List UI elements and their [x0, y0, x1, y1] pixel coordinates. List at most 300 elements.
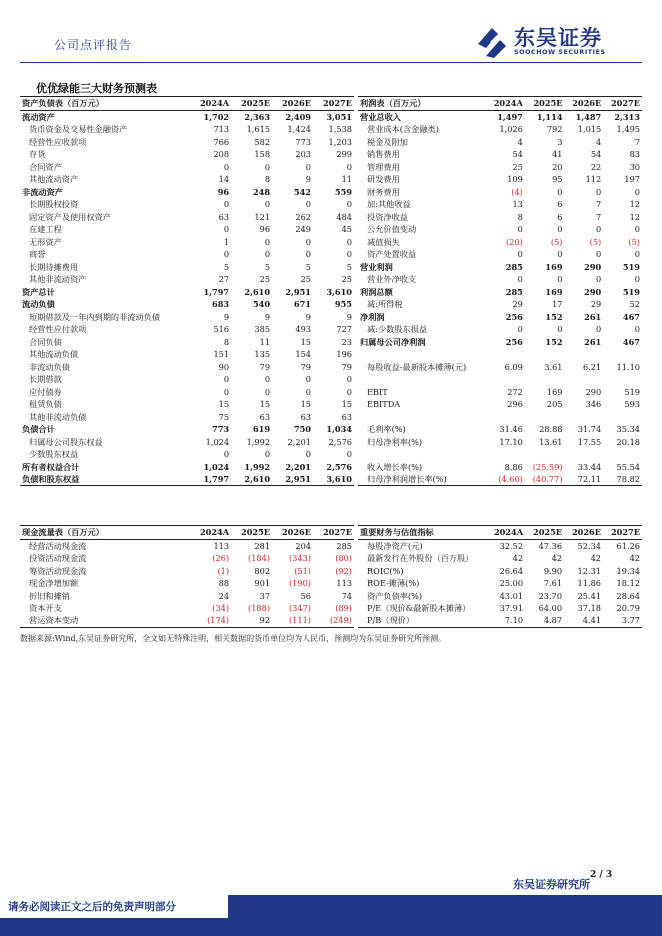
cell-value: 0	[517, 224, 523, 235]
cell-value: 0	[346, 249, 352, 260]
cell-value: 63	[341, 411, 352, 422]
table-row	[358, 423, 642, 436]
table-title: 资产负债表（百万元）	[20, 97, 190, 111]
row-label: ROIC(%)	[367, 565, 404, 576]
cell-value: 4	[596, 136, 602, 147]
table-row	[358, 361, 642, 374]
cell-value: 3.77	[603, 615, 642, 628]
table-row	[20, 411, 354, 424]
table-row	[20, 211, 354, 224]
table-row	[358, 448, 642, 461]
cell-value: 9	[264, 311, 271, 322]
cell-value: 290	[585, 386, 602, 397]
cell-value: 2,313	[614, 111, 640, 122]
cell-value: 22	[590, 161, 602, 172]
row-label: 经营性应收款项	[29, 136, 87, 147]
cell-value: 75	[218, 411, 230, 422]
row-label: 净利润	[360, 311, 385, 322]
cell-value: 151	[213, 349, 230, 360]
section-title: 优优绿能三大财务预测表	[36, 82, 157, 95]
row-label: 营运资本变动	[20, 615, 190, 628]
cell-value	[486, 411, 525, 424]
cell-value: 5	[264, 261, 271, 272]
cell-value: 0	[346, 236, 352, 247]
cell-value: 0	[517, 324, 523, 335]
cell-value: 208	[213, 149, 230, 160]
cell-value: 15	[341, 399, 352, 410]
table-row	[358, 565, 642, 578]
row-label: 最新发行在外股份（百万股）	[367, 553, 474, 564]
cell-value: 0	[223, 199, 230, 210]
row-label: 负债合计	[22, 424, 55, 435]
cell-value: 31.74	[577, 424, 602, 435]
cell-value: 9	[305, 174, 311, 185]
cell-value: 272	[507, 386, 523, 397]
table-row	[358, 123, 642, 136]
cell-value: 8	[264, 174, 271, 185]
table-row	[20, 565, 354, 578]
table-row	[20, 298, 354, 311]
table-row	[358, 373, 642, 386]
cell-value: 0	[596, 249, 602, 260]
table-row	[358, 411, 642, 424]
table-row	[20, 602, 354, 615]
cell-value: 79	[259, 361, 271, 372]
cell-value: 0	[305, 449, 311, 460]
cell-value	[565, 373, 604, 386]
cell-value: 1,538	[328, 124, 352, 135]
row-label: 其他非流动负债	[29, 411, 87, 422]
cell-value: 3	[557, 136, 563, 147]
cell-value: 0	[517, 274, 523, 285]
table-row	[20, 448, 354, 461]
cell-value: 1,702	[203, 111, 230, 122]
cell-value: (51)	[294, 565, 311, 576]
table-row	[20, 248, 354, 261]
table-row	[358, 248, 642, 261]
cell-value: 540	[252, 299, 271, 310]
row-label: 财务费用	[367, 186, 400, 197]
table-row	[358, 148, 642, 161]
cell-value: (92)	[335, 565, 352, 576]
cell-value: 109	[507, 174, 523, 185]
cell-value	[603, 448, 642, 461]
row-label: 其他流动负债	[29, 349, 79, 360]
row-label: 毛利率(%)	[367, 424, 406, 435]
row-label: 归母净利率(%)	[367, 436, 423, 447]
cell-value: (5)	[628, 236, 640, 247]
cell-value: 1,024	[205, 436, 230, 447]
row-label: 合同负债	[29, 336, 62, 347]
cell-value: 63	[259, 411, 271, 422]
table-row	[358, 602, 642, 615]
cell-value: 0	[305, 249, 311, 260]
cell-value: 2,409	[285, 111, 311, 122]
cell-value: 6	[557, 199, 563, 210]
cell-value: 11.86	[577, 578, 601, 589]
cell-value: 19.34	[616, 565, 640, 576]
table-row	[358, 198, 642, 211]
cell-value: 5	[346, 261, 352, 272]
table-row	[20, 398, 354, 411]
cell-value: 37	[259, 590, 271, 601]
row-label	[358, 373, 486, 386]
table-row	[20, 161, 354, 174]
cell-value: 18.12	[616, 578, 640, 589]
cell-value: 261	[584, 311, 602, 322]
cell-value: 20	[552, 161, 563, 172]
cell-value: 0	[596, 274, 602, 285]
row-label: P/E（现价&最新股本摊薄）	[367, 603, 471, 614]
cell-value: 0	[346, 161, 352, 172]
cell-value: 25.41	[577, 590, 601, 601]
cell-value: 6	[557, 211, 563, 222]
cell-value: 13	[512, 199, 523, 210]
row-label: 减值损失	[367, 236, 400, 247]
table-row	[20, 273, 354, 286]
cell-value: 203	[295, 149, 311, 160]
row-label: 流动负债	[22, 299, 55, 310]
logo-name-en: SOOCHOW SECURITIES	[514, 49, 606, 56]
table-row	[20, 540, 354, 553]
cell-value: 74	[341, 590, 352, 601]
cell-value: 1,797	[190, 473, 231, 486]
row-label: 利润总额	[360, 286, 393, 297]
cell-value: 5	[305, 261, 311, 272]
row-label: 在建工程	[29, 224, 62, 235]
cell-value: 519	[622, 261, 640, 272]
cell-value: 0	[346, 386, 352, 397]
cell-value	[525, 348, 565, 361]
cell-value: 296	[507, 399, 523, 410]
row-label: 现金净增加额	[29, 578, 79, 589]
row-label: 经营性应付款项	[29, 324, 87, 335]
table-row	[20, 261, 354, 274]
table-row	[358, 336, 642, 349]
cell-value: 56	[300, 590, 311, 601]
year-header: 2027E	[603, 526, 642, 540]
row-label	[358, 411, 486, 424]
cell-value: 516	[213, 324, 230, 335]
cell-value: 0	[557, 224, 563, 235]
cell-value: 79	[300, 361, 311, 372]
cell-value: 15	[259, 399, 271, 410]
cell-value: (26)	[212, 553, 230, 564]
row-label: 税金及附加	[367, 136, 408, 147]
row-label: 其他非流动资产	[29, 274, 87, 285]
cell-value: 7.10	[486, 615, 525, 628]
cell-value: 519	[624, 386, 640, 397]
cell-value: 92	[231, 615, 272, 628]
cell-value: 7	[634, 136, 640, 147]
cell-value: 20.18	[616, 436, 640, 447]
row-label: 无形资产	[29, 236, 62, 247]
cell-value: 28.64	[616, 590, 640, 601]
cell-value: 3,610	[326, 286, 352, 297]
cell-value: 0	[223, 224, 230, 235]
cell-value: 0	[264, 199, 271, 210]
cell-value: 1	[223, 236, 230, 247]
row-label: 折旧和摊销	[29, 590, 70, 601]
cell-value: (249)	[313, 615, 354, 628]
table-row	[20, 577, 354, 590]
row-label: 归母净利润增长率(%)	[358, 473, 486, 486]
page-number: 2 / 3	[590, 870, 613, 880]
cell-value: 6.21	[583, 361, 602, 372]
cell-value: (5)	[550, 236, 563, 247]
row-label: 长期待摊费用	[29, 261, 79, 272]
cell-value: 1,487	[575, 111, 602, 122]
logo-name-cn: 东吴证券	[514, 26, 602, 50]
cell-value: 9	[305, 311, 311, 322]
cell-value: 750	[293, 424, 311, 435]
cell-value: 11	[341, 174, 352, 185]
table-row	[358, 261, 642, 274]
cell-value: 7	[596, 199, 602, 210]
cell-value: 0	[346, 199, 352, 210]
table-row	[358, 186, 642, 199]
cell-value: 55.54	[616, 461, 640, 472]
table-row	[20, 373, 354, 386]
cell-value: 13.61	[539, 436, 563, 447]
cell-value: 7.61	[543, 578, 563, 589]
cell-value: 35.34	[616, 424, 640, 435]
cell-value: 47.36	[538, 540, 563, 551]
table-row	[20, 173, 354, 186]
cell-value: 152	[545, 311, 563, 322]
cell-value: 0	[557, 249, 563, 260]
cell-value: 582	[254, 136, 271, 147]
table-row	[358, 286, 642, 299]
cell-value: 0	[634, 186, 640, 197]
row-label: 公允价值变动	[367, 224, 417, 235]
table-row	[20, 615, 354, 628]
cell-value: 154	[295, 349, 311, 360]
table-header-row	[358, 97, 642, 111]
cell-value: (89)	[335, 603, 352, 614]
key-ratios-table	[358, 525, 642, 628]
cell-value: 0	[264, 386, 271, 397]
income-statement-table	[358, 96, 642, 486]
cell-value: 2,610	[244, 286, 271, 297]
year-header: 2024A	[486, 526, 525, 540]
year-header: 2026E	[272, 97, 313, 111]
row-label: 销售费用	[367, 149, 400, 160]
cell-value: 197	[624, 174, 640, 185]
cell-value: 9	[223, 311, 230, 322]
cell-value: 37.18	[577, 603, 601, 614]
cell-value: 0	[223, 386, 230, 397]
cell-value: 593	[624, 399, 640, 410]
table-row	[358, 311, 642, 324]
cell-value: 0	[557, 186, 563, 197]
cell-value: 0	[223, 249, 230, 260]
cell-value: 63	[300, 411, 311, 422]
table-row	[20, 473, 354, 486]
cell-value: 285	[505, 286, 523, 297]
table-row	[20, 111, 354, 124]
cell-value: (184)	[248, 553, 271, 564]
table-row	[20, 186, 354, 199]
cell-value: 28.88	[539, 424, 563, 435]
table-row	[20, 148, 354, 161]
cell-value: 113	[213, 540, 230, 551]
cell-value: 78.82	[603, 473, 642, 486]
cell-value: 1,424	[287, 124, 311, 135]
cell-value: (4.60)	[486, 473, 525, 486]
cell-value: 2,201	[285, 461, 311, 472]
year-header: 2024A	[486, 97, 525, 111]
cell-value: 2,576	[328, 436, 352, 447]
cell-value: 17.55	[577, 436, 602, 447]
cell-value: 0	[557, 324, 563, 335]
cell-value: 61.26	[616, 540, 640, 551]
cell-value: 0	[305, 374, 311, 385]
row-label: 资产总计	[22, 286, 55, 297]
cell-value	[565, 411, 604, 424]
row-label: 投资净收益	[367, 211, 408, 222]
table-row	[20, 236, 354, 249]
row-label: P/B（现价）	[358, 615, 486, 628]
cell-value: 27	[218, 274, 230, 285]
cell-value: 519	[622, 286, 640, 297]
table-row	[20, 436, 354, 449]
table-row	[20, 461, 354, 474]
cell-value: 1,015	[577, 124, 602, 135]
row-label: 筹资活动现金流	[29, 565, 87, 576]
row-label: 资产处置收益	[367, 249, 417, 260]
cell-value: 1,992	[246, 436, 271, 447]
cell-value: 281	[254, 540, 271, 551]
cell-value: 248	[252, 186, 271, 197]
row-label: 商誉	[29, 249, 46, 260]
cell-value: 8	[517, 211, 523, 222]
row-label: 短期借款及一年内到期的非流动负债	[29, 311, 161, 322]
cell-value: 619	[252, 424, 271, 435]
cell-value: 169	[546, 386, 563, 397]
table-header-row	[20, 97, 354, 111]
cell-value: 8.86	[504, 461, 523, 472]
cell-value: 4	[517, 136, 523, 147]
cell-value: 290	[584, 261, 602, 272]
cell-value: 5	[223, 261, 230, 272]
cell-value: 256	[505, 311, 523, 322]
row-label: 非流动资产	[22, 186, 63, 197]
cell-value: 12.31	[577, 565, 601, 576]
cell-value: 54	[590, 149, 602, 160]
year-header: 2027E	[313, 526, 354, 540]
table-row	[20, 361, 354, 374]
cell-value: 3.61	[544, 361, 563, 372]
cell-value: 0	[634, 274, 640, 285]
cell-value: 773	[212, 424, 230, 435]
cell-value: 205	[546, 399, 563, 410]
cell-value: 42	[629, 553, 640, 564]
row-label: 少数股东权益	[29, 449, 79, 460]
table-row	[358, 348, 642, 361]
cell-value: 15	[300, 399, 311, 410]
cell-value: 1,114	[536, 111, 563, 122]
table-title: 现金流量表（百万元）	[20, 526, 190, 540]
cell-value: 0	[264, 449, 271, 460]
table-row	[358, 615, 642, 628]
row-label: 长期借款	[29, 374, 62, 385]
cell-value: 0	[596, 324, 602, 335]
cell-value: (34)	[212, 603, 230, 614]
table-row	[358, 590, 642, 603]
cell-value: 3,051	[326, 111, 352, 122]
header-divider	[20, 62, 642, 63]
cell-value: 1,992	[244, 461, 271, 472]
balance-sheet-table	[20, 96, 354, 486]
table-row	[358, 398, 642, 411]
cell-value: 0	[264, 249, 271, 260]
cell-value: 204	[295, 540, 311, 551]
table-row	[358, 540, 642, 553]
row-label: 研发费用	[367, 174, 400, 185]
cell-value: 42	[590, 553, 601, 564]
cell-value: 955	[334, 299, 352, 310]
cell-value: 169	[545, 286, 563, 297]
table-row	[20, 386, 354, 399]
cell-value: 11	[259, 336, 271, 347]
cell-value: (111)	[272, 615, 313, 628]
row-label: 固定资产及使用权资产	[29, 211, 111, 222]
year-header: 2026E	[564, 526, 603, 540]
cell-value: 559	[334, 186, 352, 197]
cell-value	[603, 411, 642, 424]
cell-value: 112	[585, 174, 602, 185]
row-label: 每股净资产(元)	[367, 540, 423, 551]
cell-value: 43.01	[499, 590, 524, 601]
table-row	[20, 123, 354, 136]
cell-value: 2,610	[231, 473, 272, 486]
row-label: 营业外净收支	[367, 274, 417, 285]
cell-value: 63	[218, 211, 230, 222]
cell-value: 33.44	[577, 461, 602, 472]
cell-value: (25.59)	[532, 461, 563, 472]
year-header: 2027E	[603, 97, 642, 111]
cell-value: (80)	[335, 553, 352, 564]
cell-value: 135	[254, 349, 271, 360]
cell-value: 0	[346, 374, 352, 385]
cell-value: 285	[336, 540, 352, 551]
cell-value: 2,951	[285, 286, 311, 297]
cell-value: 25	[259, 274, 271, 285]
row-label: 加:其他收益	[367, 199, 411, 210]
cell-value: 196	[336, 349, 352, 360]
cell-value: 25	[300, 274, 311, 285]
table-row	[358, 236, 642, 249]
cell-value: 96	[217, 186, 230, 197]
row-label: 营业利润	[360, 261, 393, 272]
cell-value	[565, 348, 604, 361]
cell-value: 14	[218, 174, 230, 185]
table-row	[358, 273, 642, 286]
cell-value: 0	[346, 449, 352, 460]
year-header: 2025E	[525, 526, 564, 540]
table-row	[20, 336, 354, 349]
cell-value: 0	[223, 374, 230, 385]
cell-value: 42	[512, 553, 524, 564]
cell-value: 25.00	[499, 578, 524, 589]
cell-value: 88	[218, 578, 230, 589]
table-row	[358, 473, 642, 486]
cell-value: 72.11	[565, 473, 604, 486]
cell-value: 0	[557, 274, 563, 285]
cell-value: 4.87	[525, 615, 564, 628]
cell-value: 0	[596, 224, 602, 235]
